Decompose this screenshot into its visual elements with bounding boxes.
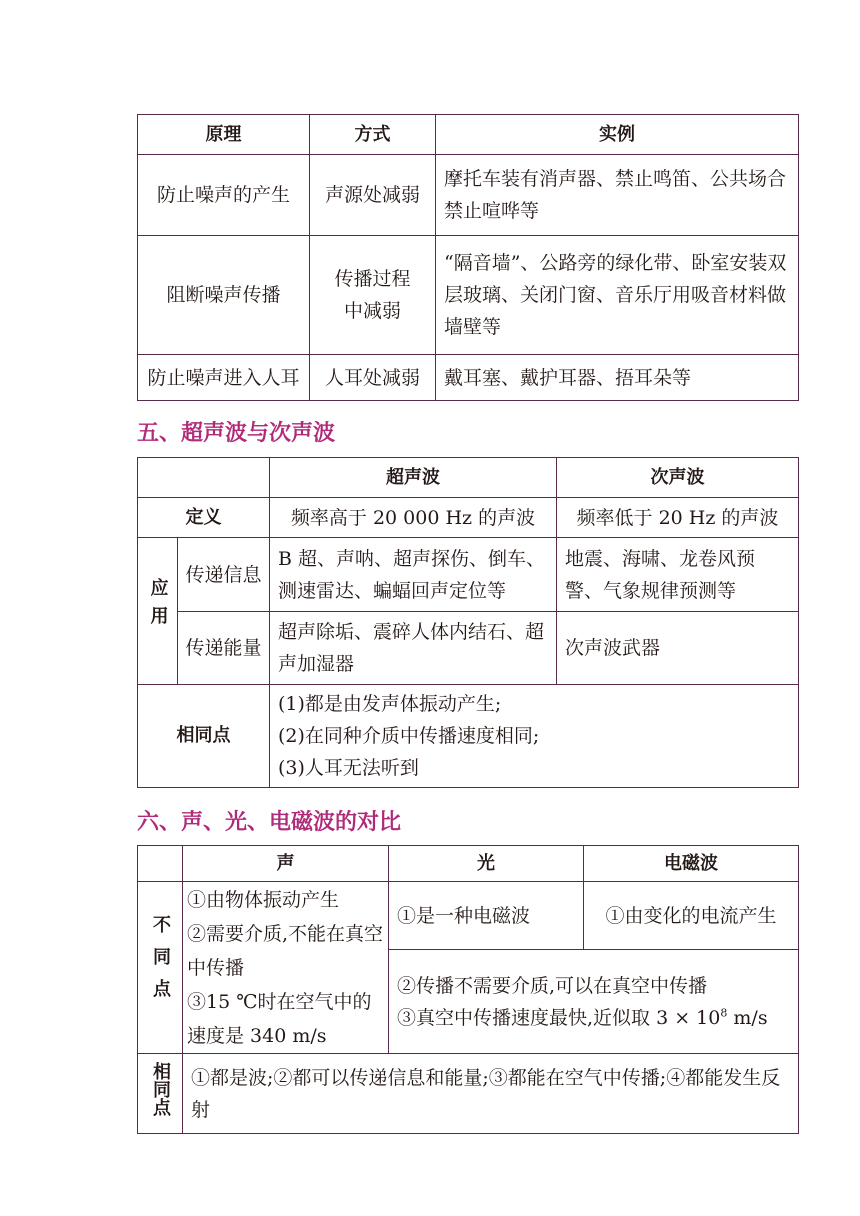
shared-diff-item: ②传播不需要介质,可以在真空中传播 (397, 974, 708, 997)
principle-cell: 防止噪声的产生 (138, 155, 310, 236)
header-infrasound: 次声波 (557, 458, 799, 498)
header-sound: 声 (183, 846, 389, 882)
sound-differences (183, 882, 389, 1054)
method-cell: 传播过程中减弱 (310, 236, 436, 355)
table-row (138, 236, 799, 355)
same-label-cell (138, 1054, 183, 1134)
sound-diff-item: ③15 ℃时在空气中的速度是 340 m/s (187, 990, 372, 1047)
ultrasound-energy-apps: 超声除垢、震碎人体内结石、超声加湿器 (270, 612, 557, 685)
example-cell: “隔音墙”、公路旁的绿化带、卧室安装双层玻璃、关闭门窗、音乐厅用吸音材料做墙壁等 (436, 236, 799, 355)
infrasound-definition: 频率低于 20 Hz 的声波 (557, 498, 799, 538)
noise-reduction-table (137, 114, 799, 401)
ultrasound-info-apps: B 超、声呐、超声探伤、倒车、测速雷达、蝙蝠回声定位等 (270, 538, 557, 612)
blank-corner-cell (138, 846, 183, 882)
ultrasound-infrasound-table (137, 457, 799, 788)
speed-unit: m/s (727, 1006, 768, 1029)
same-points: ①都是波;②都可以传递信息和能量;③都能在空气中传播;④都能发生反射 (183, 1054, 799, 1134)
section-title-ultrasound: 五、超声波与次声波 (137, 421, 336, 446)
table-row (138, 355, 799, 401)
header-method: 方式 (310, 115, 436, 155)
example-cell: 戴耳塞、戴护耳器、捂耳朵等 (436, 355, 799, 401)
wave-comparison-table (137, 845, 799, 1134)
sound-diff-item: ①由物体振动产生 (187, 888, 340, 911)
application-sublabel: 传递信息 (178, 538, 270, 612)
header-light: 光 (389, 846, 584, 882)
ultrasound-definition: 频率高于 20 000 Hz 的声波 (270, 498, 557, 538)
definition-label: 定义 (138, 498, 270, 538)
common-point: (2)在同种介质中传播速度相同; (278, 725, 540, 747)
sound-diff-item: ②需要介质,不能在真空中传播 (187, 922, 384, 979)
principle-cell: 阻断噪声传播 (138, 236, 310, 355)
principle-cell: 防止噪声进入人耳 (138, 355, 310, 401)
header-principle: 原理 (138, 115, 310, 155)
light-difference: ①是一种电磁波 (389, 882, 584, 950)
common-label: 相同点 (138, 685, 270, 788)
blank-corner-cell (138, 458, 270, 498)
table-row (138, 155, 799, 236)
shared-differences (389, 950, 799, 1054)
application-sublabel: 传递能量 (178, 612, 270, 685)
header-em-wave: 电磁波 (584, 846, 799, 882)
common-points (270, 685, 799, 788)
common-point: (1)都是由发声体振动产生; (278, 693, 502, 715)
common-point: (3)人耳无法听到 (278, 757, 419, 779)
em-difference: ①由变化的电流产生 (584, 882, 799, 950)
infrasound-info-apps: 地震、海啸、龙卷风预警、气象规律预测等 (557, 538, 799, 612)
method-cell: 人耳处减弱 (310, 355, 436, 401)
same-label: 相同点 (150, 1061, 171, 1116)
section-title-comparison: 六、声、光、电磁波的对比 (137, 810, 402, 835)
method-cell: 声源处减弱 (310, 155, 436, 236)
application-label-cell (138, 538, 178, 685)
infrasound-energy-apps: 次声波武器 (557, 612, 799, 685)
speed-prefix: ③真空中传播速度最快,近似取 3 × 10 (397, 1006, 721, 1029)
header-ultrasound: 超声波 (270, 458, 557, 498)
speed-item (397, 1002, 790, 1034)
example-cell: 摩托车装有消声器、禁止鸣笛、公共场合禁止喧哗等 (436, 155, 799, 236)
difference-label: 不同点 (150, 914, 171, 1011)
speed-exponent: 8 (720, 1006, 728, 1020)
header-example: 实例 (436, 115, 799, 155)
difference-label-cell (138, 882, 183, 1054)
application-label: 应用 (147, 578, 169, 634)
